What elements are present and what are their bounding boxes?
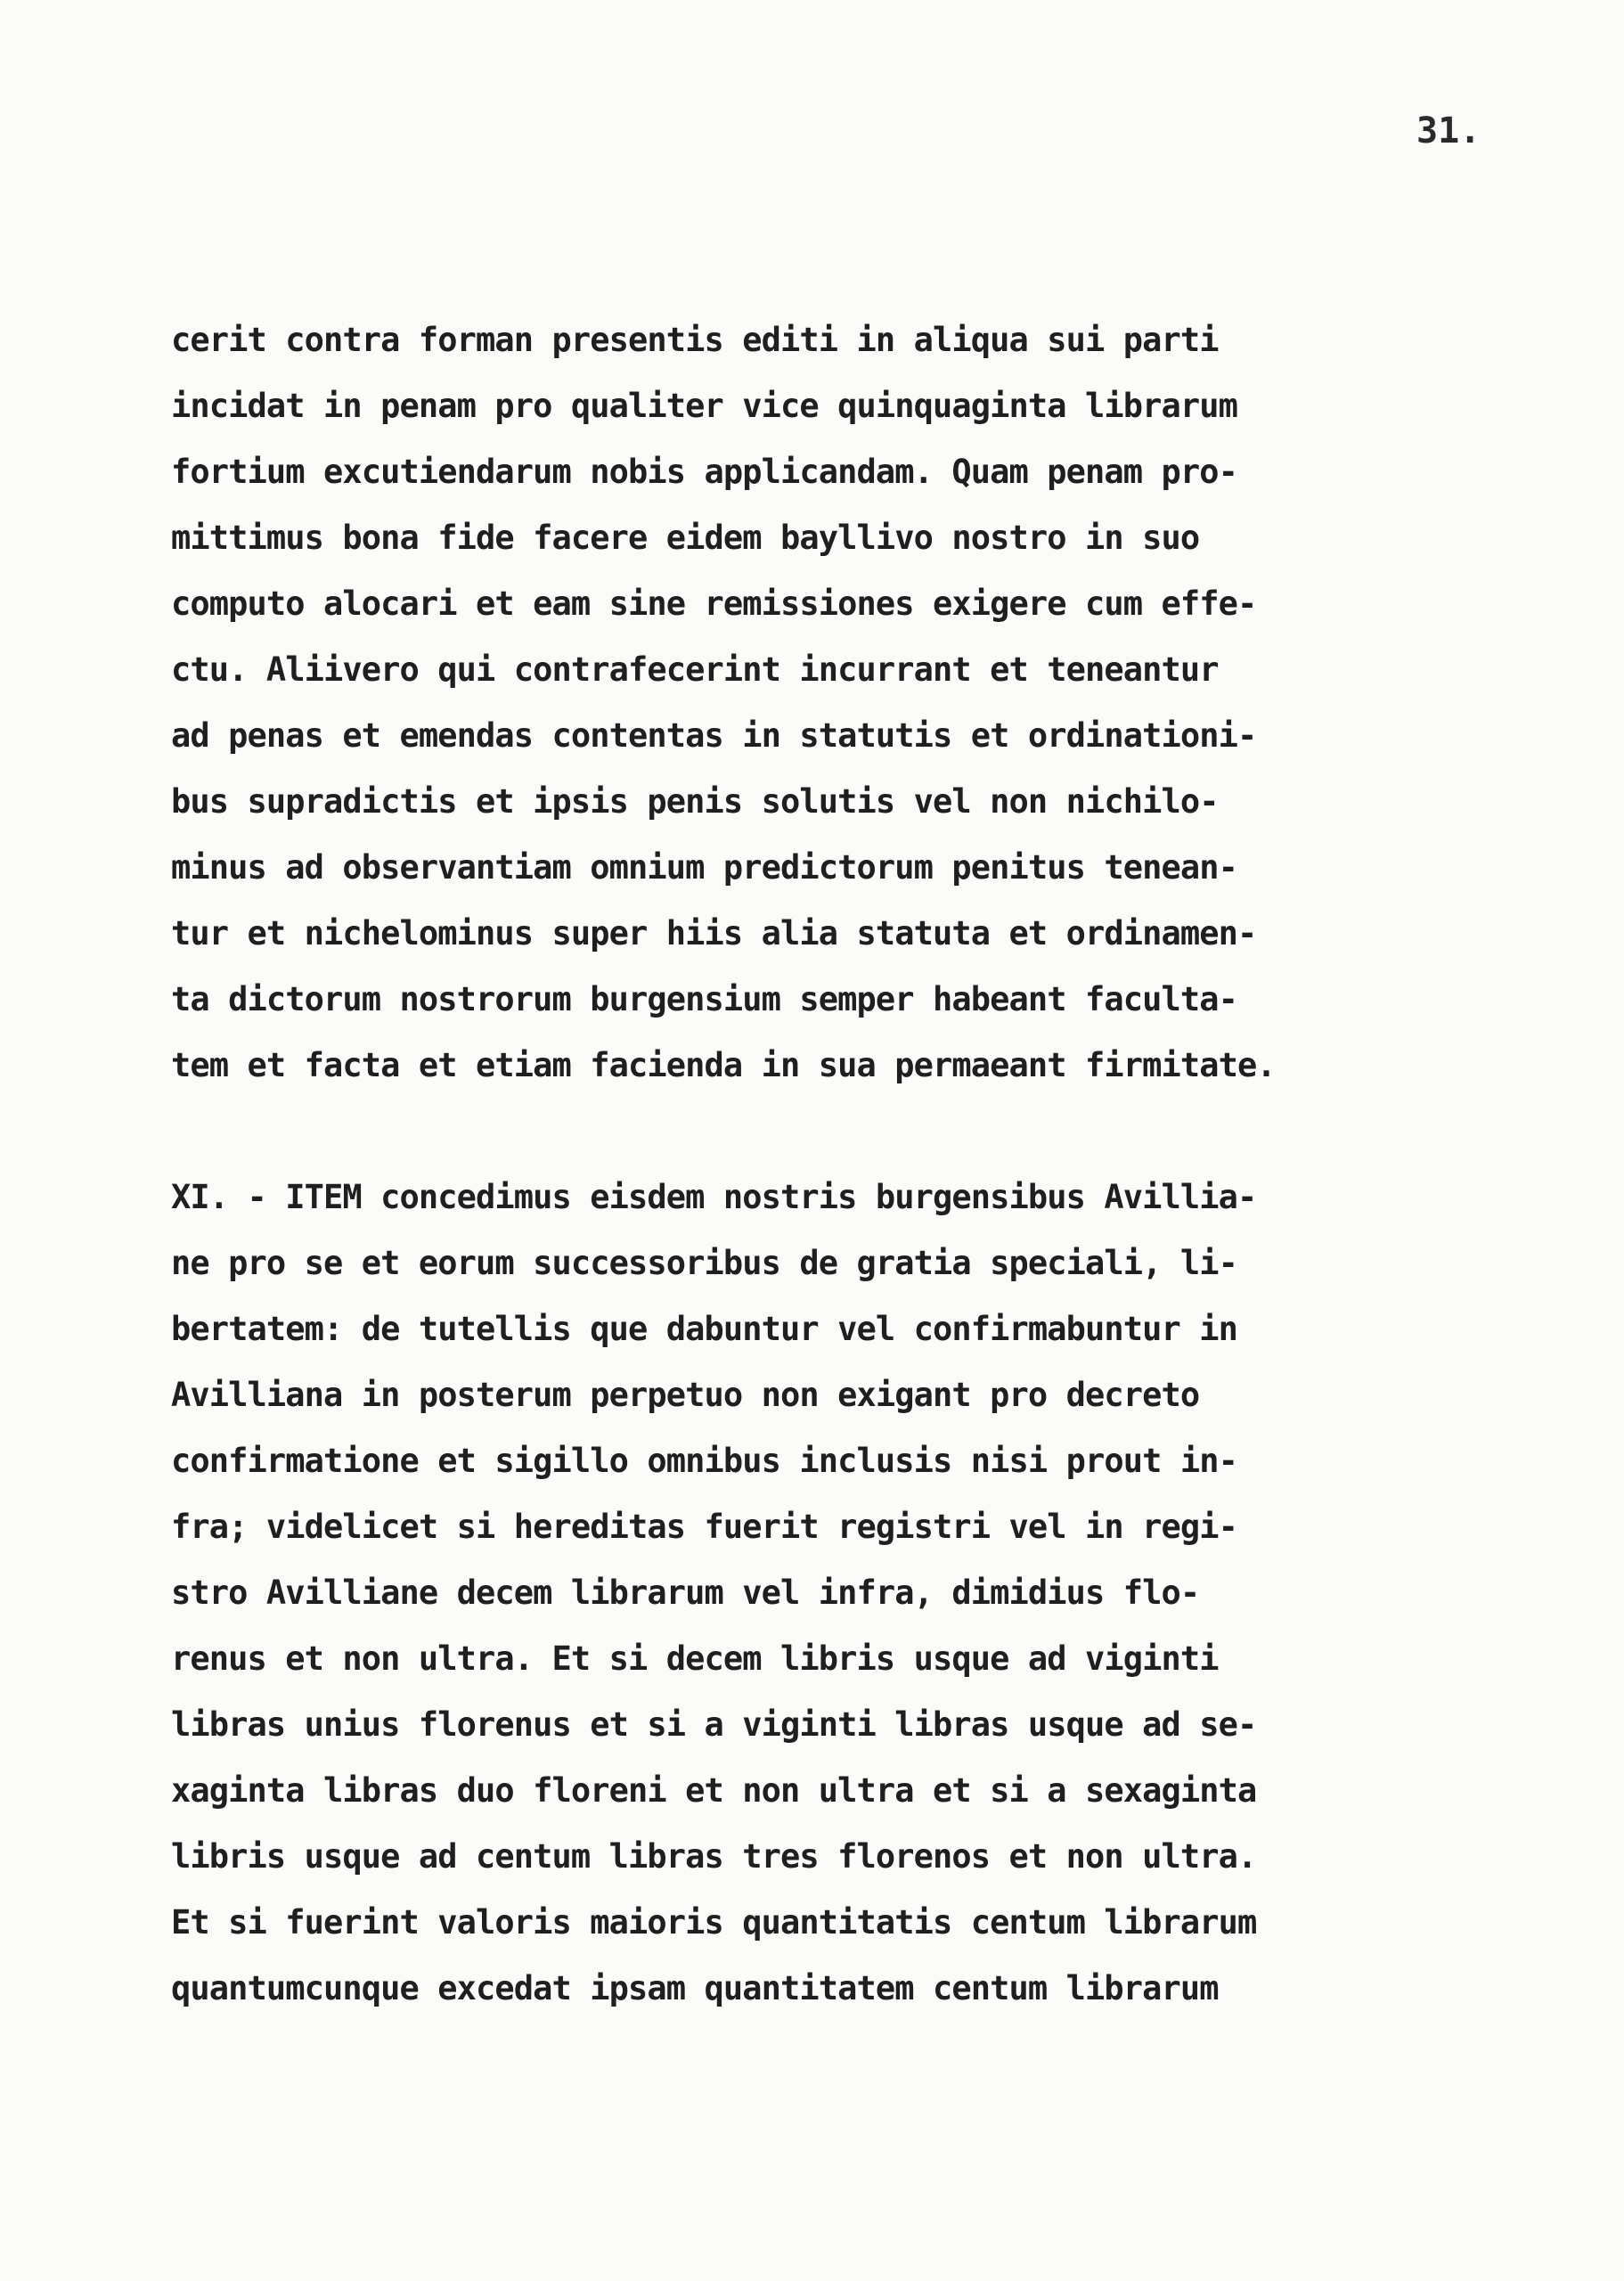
text-line: ctu. Aliivero qui contrafecerint incurrant et teneantur <box>171 650 1219 689</box>
text-line: Et si fuerint valoris maioris quantitatis centum librarum <box>171 1903 1257 1942</box>
paragraph <box>171 1165 1507 2022</box>
text-line: quantumcunque excedat ipsam quantitatem centum librarum <box>171 1969 1219 2007</box>
text-line: confirmatione et sigillo omnibus inclusis nisi prout in- <box>171 1442 1238 1480</box>
text-line: minus ad observantiam omnium predictorum penitus tenean- <box>171 848 1238 887</box>
text-line: tem et facta et etiam facienda in sua permaeant firmitate. <box>171 1046 1276 1084</box>
text-line: fortium excutiendarum nobis applicandam. Quam penam pro- <box>171 453 1238 491</box>
page-number: 31. <box>1416 110 1481 151</box>
text-line: xaginta libras duo floreni et non ultra et si a sexaginta <box>171 1771 1257 1810</box>
text-line: cerit contra forman presentis editi in aliqua sui parti <box>171 321 1219 359</box>
text-line: fra; videlicet si hereditas fuerit registri vel in regi- <box>171 1508 1238 1546</box>
paragraph <box>171 307 1507 1099</box>
text-line: libris usque ad centum libras tres florenos et non ultra. <box>171 1837 1257 1876</box>
text-line: bertatem: de tutellis que dabuntur vel confirmabuntur in <box>171 1310 1238 1348</box>
text-line: computo alocari et eam sine remissiones exigere cum effe- <box>171 585 1257 623</box>
text-line: bus supradictis et ipsis penis solutis vel non nichilo- <box>171 782 1219 821</box>
text-line: ad penas et emendas contentas in statutis et ordinationi- <box>171 716 1257 755</box>
text-line: Avilliana in posterum perpetuo non exigant pro decreto <box>171 1376 1200 1414</box>
text-line: XI. - ITEM concedimus eisdem nostris burgensibus Avillia- <box>171 1178 1257 1216</box>
text-line: incidat in penam pro qualiter vice quinquaginta librarum <box>171 387 1238 425</box>
text-line: libras unius florenus et si a viginti libras usque ad se- <box>171 1705 1257 1744</box>
document-body <box>171 307 1507 2022</box>
text-line: mittimus bona fide facere eidem bayllivo nostro in suo <box>171 519 1200 557</box>
text-line: tur et nichelominus super hiis alia statuta et ordinamen- <box>171 914 1257 952</box>
text-line: renus et non ultra. Et si decem libris usque ad viginti <box>171 1639 1219 1678</box>
text-line: ta dictorum nostrorum burgensium semper habeant faculta- <box>171 980 1238 1018</box>
text-line: stro Avilliane decem librarum vel infra, dimidius flo- <box>171 1574 1200 1612</box>
text-line: ne pro se et eorum successoribus de gratia speciali, li- <box>171 1244 1238 1282</box>
